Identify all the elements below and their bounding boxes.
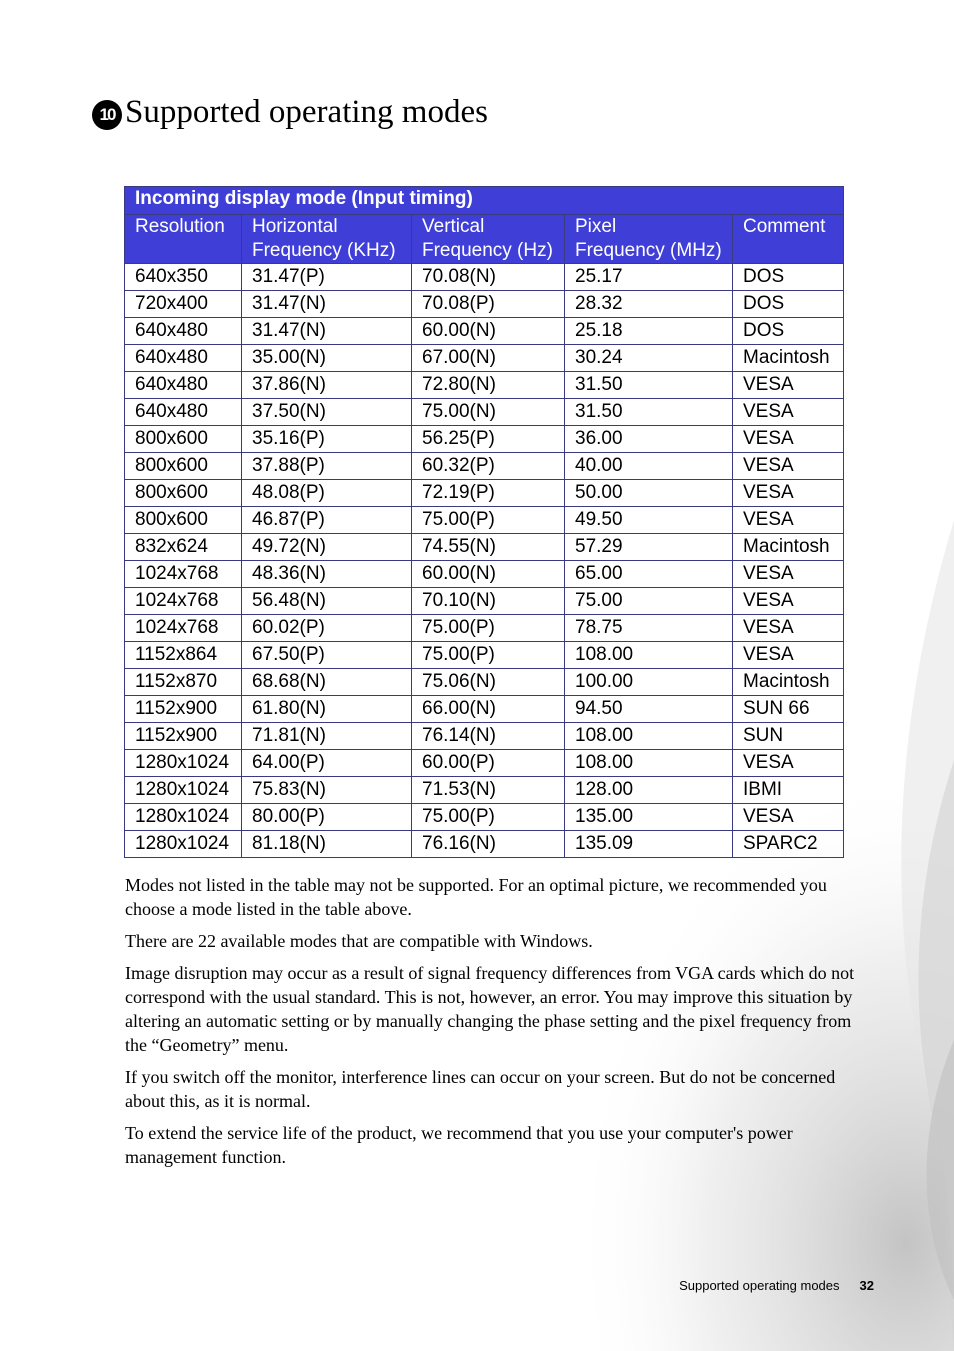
table-row [125,372,844,399]
table-cell: 640x480 [125,399,242,426]
table-cell: VESA [733,507,844,534]
table-cell: VESA [733,399,844,426]
table-row [125,750,844,777]
table-cell: 49.72(N) [242,534,412,561]
table-row [125,588,844,615]
table-cell: 70.08(N) [412,264,565,291]
table-cell: VESA [733,750,844,777]
table-cell: 640x480 [125,318,242,345]
notes-section [125,873,875,1177]
table-cell: 720x400 [125,291,242,318]
table-cell: 1280x1024 [125,750,242,777]
table-cell: Macintosh [733,534,844,561]
table-cell: 68.68(N) [242,669,412,696]
table-cell: 800x600 [125,507,242,534]
note-paragraph: There are 22 available modes that are compatible with Windows. [125,931,593,951]
table-cell: 1024x768 [125,615,242,642]
table-cell: 1152x864 [125,642,242,669]
table-cell: 56.48(N) [242,588,412,615]
table-cell: VESA [733,804,844,831]
table-cell: 74.55(N) [412,534,565,561]
table-body [125,264,844,858]
table-cell: 108.00 [565,723,733,750]
table-cell: 640x480 [125,345,242,372]
table-row [125,264,844,291]
table-cell: 31.50 [565,372,733,399]
note-paragraph: If you switch off the monitor, interference lines can occur on your screen. But do not be concerned about this, as it is normal. [125,1067,836,1111]
table-cell: 31.50 [565,399,733,426]
table-cell: 28.32 [565,291,733,318]
table-cell: IBMI [733,777,844,804]
table-cell: 46.87(P) [242,507,412,534]
table-cell: 81.18(N) [242,831,412,858]
table-row [125,345,844,372]
table-cell: 30.24 [565,345,733,372]
footer-section-title: Supported operating modes [679,1278,840,1293]
table-cell: VESA [733,588,844,615]
table-cell: 128.00 [565,777,733,804]
table-cell: 1280x1024 [125,804,242,831]
table-cell: 25.17 [565,264,733,291]
table-cell: VESA [733,642,844,669]
table-cell: 108.00 [565,750,733,777]
table-cell: 1152x870 [125,669,242,696]
table-cell: 100.00 [565,669,733,696]
table-cell: 640x480 [125,372,242,399]
table-row [125,426,844,453]
table-row [125,642,844,669]
table-cell: VESA [733,426,844,453]
table-row [125,480,844,507]
table-cell: 1024x768 [125,588,242,615]
table-cell: DOS [733,318,844,345]
table-cell: 80.00(P) [242,804,412,831]
table-cell: 832x624 [125,534,242,561]
table-cell: 61.80(N) [242,696,412,723]
table-cell: SUN [733,723,844,750]
table-group-header-row [125,187,844,215]
table-cell: 1152x900 [125,723,242,750]
table-row [125,399,844,426]
note-paragraph: To extend the service life of the product, we recommend that you use your computer's power management function. [125,1123,793,1167]
table-cell: 60.02(P) [242,615,412,642]
table-cell: VESA [733,480,844,507]
table-cell: 64.00(P) [242,750,412,777]
table-cell: 37.50(N) [242,399,412,426]
table-row [125,669,844,696]
table-row [125,291,844,318]
column-header-pixel-frequency: Pixel Frequency (MHz) [565,215,733,264]
table-cell: 94.50 [565,696,733,723]
table-cell: DOS [733,291,844,318]
table-cell: 1024x768 [125,561,242,588]
table-cell: 75.00(N) [412,399,565,426]
note-paragraph: Modes not listed in the table may not be supported. For an optimal picture, we recommended you choose a mode listed in the table above. [125,875,827,919]
table-cell: 135.00 [565,804,733,831]
table-row [125,696,844,723]
table-cell: 1280x1024 [125,777,242,804]
table-cell: 60.32(P) [412,453,565,480]
table-cell: 75.83(N) [242,777,412,804]
page-title: Supported operating modes [125,94,488,130]
table-cell: VESA [733,453,844,480]
table-cell: 31.47(N) [242,318,412,345]
table-cell: 800x600 [125,453,242,480]
table-cell: 75.00(P) [412,642,565,669]
table-cell: 48.08(P) [242,480,412,507]
table-cell: 31.47(N) [242,291,412,318]
table-cell: 72.80(N) [412,372,565,399]
page-number: 32 [859,1278,874,1293]
note-paragraph: Image disruption may occur as a result of signal frequency differences from VGA cards which do not correspond with the usual standard. This is not, however, an error. You may improve this situation by altering an automatic setting or by manually changing the phase setting and the pixel frequency from the “Geometry” menu. [125,963,855,1055]
table-group-header: Incoming display mode (Input timing) [125,187,844,215]
table-cell: 60.00(N) [412,318,565,345]
table-cell: 72.19(P) [412,480,565,507]
table-cell: 800x600 [125,480,242,507]
table-cell: 640x350 [125,264,242,291]
chapter-number-badge: 10 [92,100,122,130]
column-header-resolution: Resolution [125,215,242,264]
table-cell: 800x600 [125,426,242,453]
column-header-horizontal-frequency: Horizontal Frequency (KHz) [242,215,412,264]
table-column-header-row [125,215,844,264]
table-cell: 75.00 [565,588,733,615]
table-cell: 60.00(N) [412,561,565,588]
table-cell: VESA [733,372,844,399]
table-row [125,615,844,642]
column-header-comment: Comment [733,215,844,264]
table-cell: 65.00 [565,561,733,588]
table-cell: 31.47(P) [242,264,412,291]
table-cell: 1280x1024 [125,831,242,858]
table-cell: VESA [733,615,844,642]
table-cell: 67.50(P) [242,642,412,669]
table-cell: 70.10(N) [412,588,565,615]
table-cell: 35.16(P) [242,426,412,453]
table-cell: VESA [733,561,844,588]
table-row [125,777,844,804]
table-cell: 76.16(N) [412,831,565,858]
table-cell: 37.88(P) [242,453,412,480]
table-cell: 75.00(P) [412,615,565,642]
table-cell: 56.25(P) [412,426,565,453]
table-row [125,831,844,858]
table-cell: 35.00(N) [242,345,412,372]
table-row [125,723,844,750]
table-cell: SUN 66 [733,696,844,723]
table-cell: 70.08(P) [412,291,565,318]
table-cell: 108.00 [565,642,733,669]
table-cell: 135.09 [565,831,733,858]
table-cell: 75.00(P) [412,804,565,831]
table-cell: 50.00 [565,480,733,507]
table-row [125,561,844,588]
table-cell: 71.81(N) [242,723,412,750]
table-cell: Macintosh [733,345,844,372]
table-cell: 48.36(N) [242,561,412,588]
table-cell: 78.75 [565,615,733,642]
table-cell: 66.00(N) [412,696,565,723]
table-cell: 67.00(N) [412,345,565,372]
table-cell: 71.53(N) [412,777,565,804]
table-cell: 60.00(P) [412,750,565,777]
page-footer [679,1278,874,1293]
table-cell: 49.50 [565,507,733,534]
table-row [125,534,844,561]
table-cell: 1152x900 [125,696,242,723]
table-cell: Macintosh [733,669,844,696]
table-cell: 36.00 [565,426,733,453]
table-row [125,507,844,534]
table-cell: 25.18 [565,318,733,345]
table-cell: 76.14(N) [412,723,565,750]
table-cell: 37.86(N) [242,372,412,399]
table-cell: 40.00 [565,453,733,480]
page-heading [92,94,488,131]
table-row [125,318,844,345]
column-header-vertical-frequency: Vertical Frequency (Hz) [412,215,565,264]
supported-modes-table [124,186,844,858]
table-cell: 75.06(N) [412,669,565,696]
table-cell: 75.00(P) [412,507,565,534]
table-cell: DOS [733,264,844,291]
table-cell: SPARC2 [733,831,844,858]
table-row [125,804,844,831]
table-cell: 57.29 [565,534,733,561]
table-row [125,453,844,480]
